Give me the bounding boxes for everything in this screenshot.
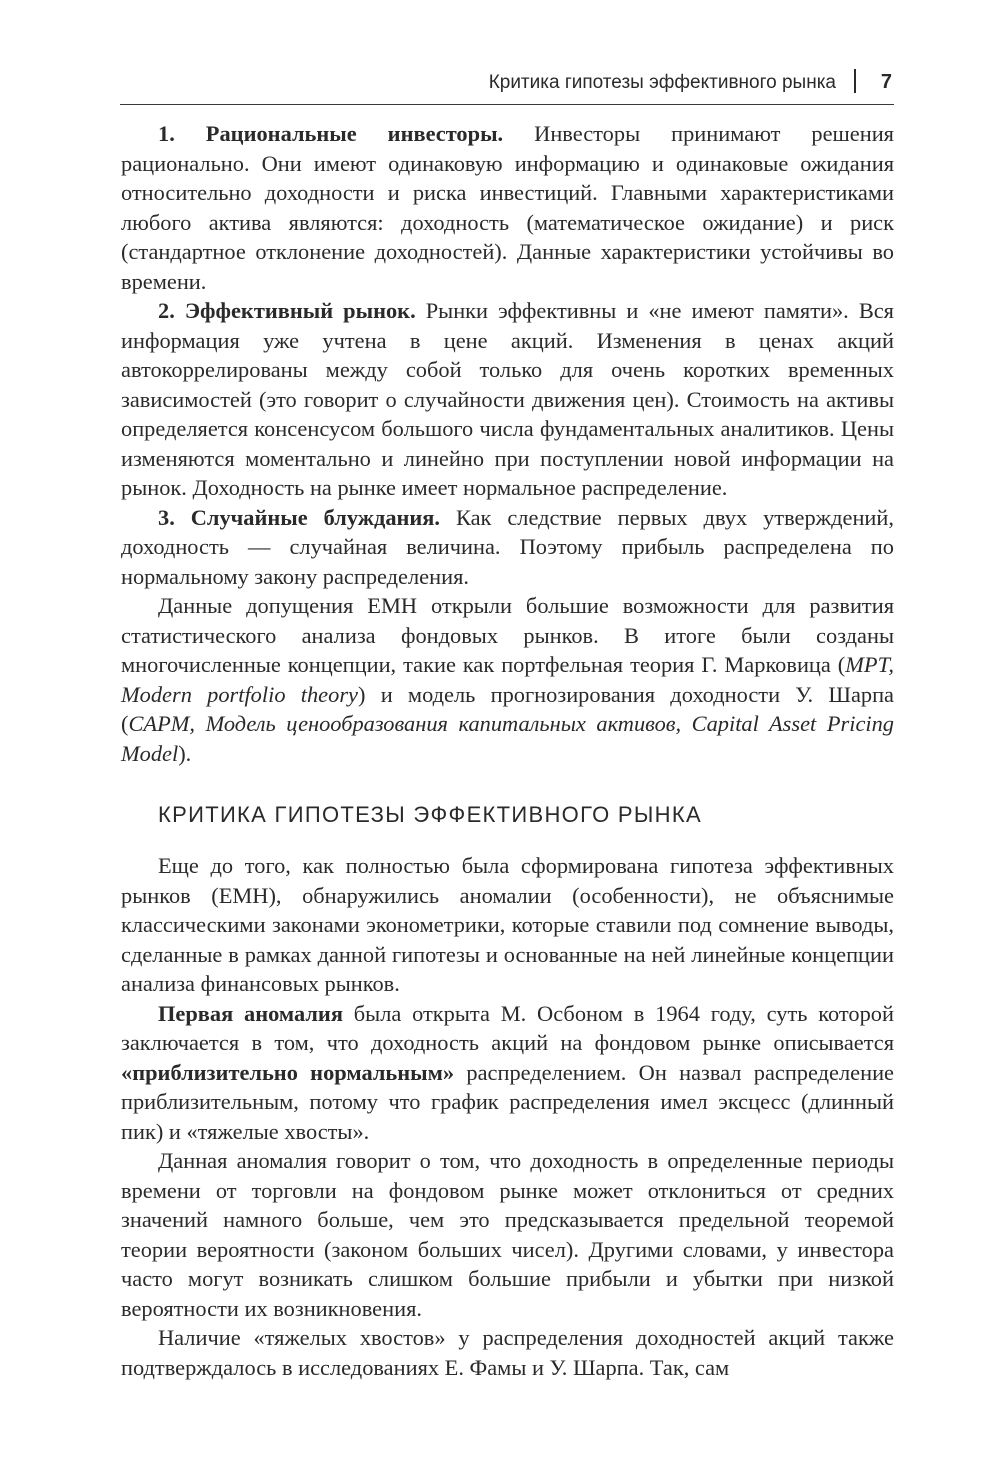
paragraph-text: ). [178, 740, 192, 766]
paragraph-text: Еще до того, как полностью была сформирована гипотеза эффективных рынков (EMH), обнаружились аномалии (особенности), не объяснимые классическими законами эконометрики, которые ставили под сомнение выводы, сделанные в рамках данной гипотезы и основанные на ней линейные концепции анализа финансовых рынков. [121, 853, 894, 996]
paragraph-text: распределением. Он назвал распределение приблизительным, потому что график распределения имел эксцесс (длинный пик) и «тяжелые хвосты». [121, 1059, 894, 1144]
italic-term-mpt: MPT, Modern portfolio theory [121, 652, 894, 707]
running-header [120, 64, 894, 105]
paragraph-text: ) и модель прогнозирования доходности У. Шарпа ( [121, 681, 894, 736]
paragraph-rational-investors [121, 119, 894, 296]
paragraph-first-anomaly [121, 999, 894, 1147]
paragraph-text: Инвесторы принимают решения рационально. Они имеют одинаковую информацию и одинаковые ожидания относительно доходности и риска инвестиций. Главными характеристиками любого актива являются: доходность (математическое ожидание) и риск (стандартное отклонение доходностей). Данные характеристики устойчивы во времени. [121, 121, 894, 294]
page-body [121, 119, 894, 1382]
paragraph-text: Данная аномалия говорит о том, что доходность в определенные периоды времени от торговли на фондовом рынке может отклониться от средних значений намного больше, чем это предсказывается предельной теоремой теории вероятности (законом больших чисел). Другими словами, у инвестора часто могут возникать слишком большие прибыли и убытки при низкой вероятности их возникновения. [121, 1148, 894, 1321]
paragraph-lead: 2. Эффективный рынок. [158, 298, 416, 323]
paragraph-text: была открыта М. Осбоном в 1964 году, суть которой заключается в том, что доходность акций на фондовом рынке описывается [121, 1000, 894, 1055]
paragraph-text: Рынки эффективны и «не имеют памяти». Вся информация уже учтена в цене акций. Изменения в ценах акций автокоррелированы между собой только для очень коротких временных зависимостей (это говорит о случайности движения цен). Стоимость на активы определяется консенсусом большого числа фундаментальных аналитиков. Цены изменяются моментально и линейно при поступлении новой информации на рынок. Доходность на рынке имеет нормальное распределение. [121, 298, 894, 500]
paragraph-lead: 3. Случайные блуждания. [158, 504, 441, 530]
paragraph-heavy-tails [121, 1323, 894, 1382]
header-separator [854, 69, 856, 93]
running-header-title: Критика гипотезы эффективного рынка [488, 72, 836, 93]
paragraph-efficient-market [121, 296, 894, 503]
bold-term-approx-normal: «приблизительно нормальным» [121, 1059, 455, 1085]
paragraph-anomalies-intro [121, 851, 894, 999]
italic-term-capm: CAPM, Модель ценообразования капитальных активов, Capital Asset Pricing Model [121, 711, 894, 766]
paragraph-emh-assumptions [121, 591, 894, 768]
page-number: 7 [880, 71, 892, 93]
paragraph-random-walk [121, 503, 894, 592]
paragraph-text: Как следствие первых двух утверждений, доходность — случайная величина. Поэтому прибыль распределена по нормальному закону распределения. [121, 504, 894, 589]
paragraph-lead: Первая аномалия [158, 1000, 343, 1026]
section-heading: КРИТИКА ГИПОТЕЗЫ ЭФФЕКТИВНОГО РЫНКА [158, 802, 702, 827]
paragraph-text: Данные допущения EMH открыли большие возможности для развития статистического анализа фондовых рынков. В итоге были созданы многочисленные концепции, такие как портфельная теория Г. Марковица ( [121, 593, 894, 677]
paragraph-anomaly-meaning [121, 1146, 894, 1323]
paragraph-lead: 1. Рациональные инвесторы. [158, 121, 504, 146]
paragraph-text: Наличие «тяжелых хвостов» у распределения доходностей акций также подтверждалось в исследованиях Е. Фамы и У. Шарпа. Так, сам [121, 1325, 894, 1380]
